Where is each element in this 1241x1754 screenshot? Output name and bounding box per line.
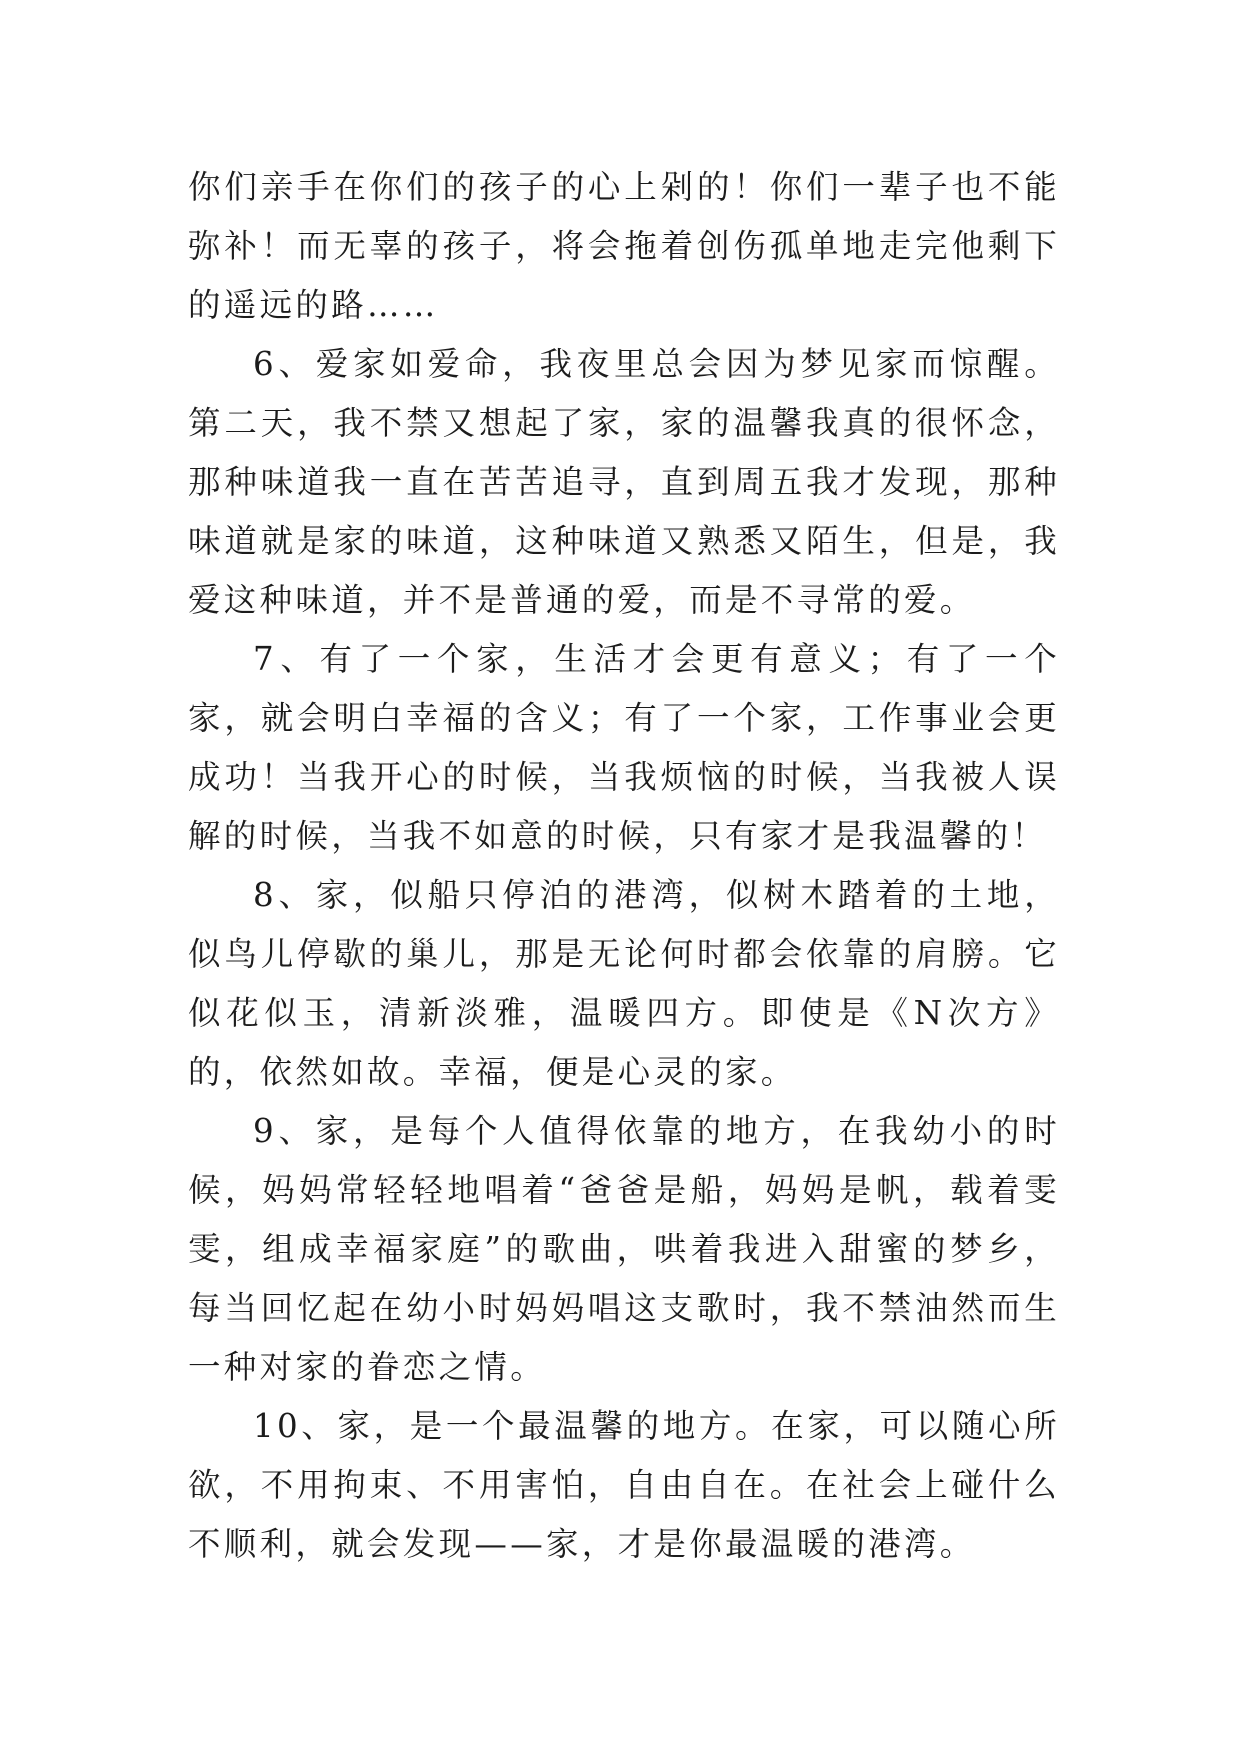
paragraph-continuation: 你们亲手在你们的孩子的心上剁的！你们一辈子也不能弥补！而无辜的孩子，将会拖着创伤孤单地走完他剩下的遥远的路…… bbox=[188, 168, 1060, 324]
paragraph-item-7: 7、有了一个家，生活才会更有意义；有了一个家，就会明白幸福的含义；有了一个家，工作事业会更成功！当我开心的时候，当我烦恼的时候，当我被人误解的时候，当我不如意的时候，只有家才是我温馨的！ bbox=[188, 640, 1060, 855]
document-body bbox=[188, 158, 1060, 1574]
paragraph-item-6: 6、爱家如爱命，我夜里总会因为梦见家而惊醒。第二天，我不禁又想起了家，家的温馨我真的很怀念，那种味道我一直在苦苦追寻，直到周五我才发现，那种味道就是家的味道，这种味道又熟悉又陌生，但是，我爱这种味道，并不是普通的爱，而是不寻常的爱。 bbox=[188, 345, 1060, 619]
paragraph-item-10: 10、家，是一个最温馨的地方。在家，可以随心所欲，不用拘束、不用害怕，自由自在。在社会上碰什么不顺利，就会发现——家，才是你最温暖的港湾。 bbox=[188, 1407, 1060, 1563]
paragraph-item-9: 9、家，是每个人值得依靠的地方，在我幼小的时候，妈妈常轻轻地唱着“爸爸是船，妈妈是帆，载着雯雯，组成幸福家庭”的歌曲，哄着我进入甜蜜的梦乡，每当回忆起在幼小时妈妈唱这支歌时，我不禁油然而生一种对家的眷恋之情。 bbox=[188, 1112, 1060, 1386]
paragraph-item-8: 8、家，似船只停泊的港湾，似树木踏着的土地，似鸟儿停歇的巢儿，那是无论何时都会依靠的肩膀。它似花似玉，清新淡雅，温暖四方。即使是《N次方》的，依然如故。幸福，便是心灵的家。 bbox=[188, 876, 1060, 1091]
